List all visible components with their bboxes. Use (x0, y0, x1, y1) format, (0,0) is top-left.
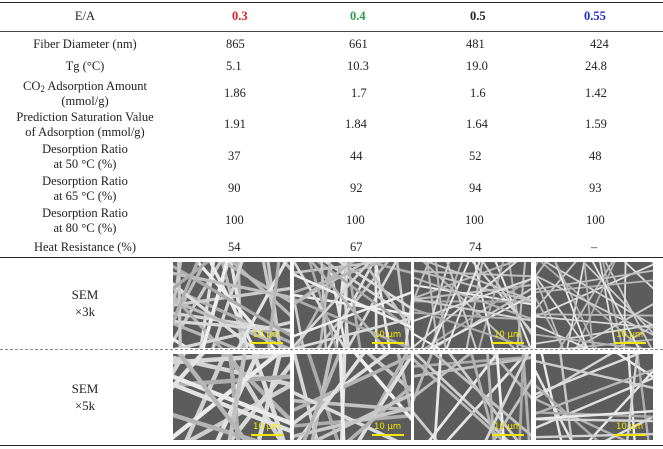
sem-row-divider (0, 349, 663, 350)
header-rule (0, 31, 663, 32)
sem-section-rule (0, 257, 663, 258)
scale-label: 10 μm (253, 422, 281, 432)
sem-magnification: ×3k (74, 304, 96, 319)
row-label: Desorption Ratio (42, 142, 128, 156)
scale-bar (251, 434, 283, 436)
cell: 865 (226, 37, 245, 51)
cell: 74 (469, 240, 482, 254)
row-label-line2: at 80 °C (%) (53, 221, 117, 235)
cell: 481 (466, 37, 485, 51)
scale-label: 10 μm (253, 330, 281, 340)
scale-label: 10 μm (494, 422, 522, 432)
row-label: Desorption Ratio (42, 206, 128, 220)
scale-bar (372, 434, 404, 436)
row-label-line2: (mmol/g) (61, 94, 109, 108)
row-label: Tg (°C) (65, 59, 105, 73)
cell: 67 (350, 240, 363, 254)
cell: 661 (349, 37, 368, 51)
cell: 1.6 (470, 86, 486, 100)
cell: 1.64 (466, 117, 488, 131)
sem-image (414, 262, 531, 348)
header-col-0: 0.3 (232, 9, 248, 23)
row-label-line2: of Adsorption (mmol/g) (25, 125, 145, 139)
cell: 100 (225, 213, 244, 227)
cell: 424 (590, 37, 609, 51)
sem-image (414, 354, 531, 440)
row-label-line2: at 65 °C (%) (53, 189, 117, 203)
cell: 100 (346, 213, 365, 227)
sem-label: SEM (71, 287, 99, 302)
row-label: Desorption Ratio (42, 174, 128, 188)
sem-magnification: ×5k (74, 398, 96, 413)
sem-image (294, 262, 411, 348)
sem-image (173, 354, 290, 440)
sem-image (173, 262, 290, 348)
table-top-rule (0, 2, 663, 3)
cell: – (591, 240, 598, 254)
scale-bar (251, 342, 283, 344)
cell: 1.59 (585, 117, 607, 131)
row-label: $CO_2$ Adsorption Amount (23, 79, 147, 94)
scale-label: 10 μm (494, 330, 522, 340)
cell: 44 (350, 149, 363, 163)
cell: 1.91 (224, 117, 246, 131)
cell: 100 (586, 213, 605, 227)
row-label: Prediction Saturation Value (16, 110, 154, 124)
scale-bar (492, 342, 524, 344)
scale-label: 10 μm (616, 330, 644, 340)
cell: 1.86 (224, 86, 246, 100)
row-label: Fiber Diameter (nm) (33, 37, 137, 51)
cell: 90 (228, 181, 241, 195)
header-col-1: 0.4 (350, 9, 366, 23)
header-col-2: 0.5 (470, 9, 486, 23)
cell: 24.8 (585, 59, 607, 73)
cell: 93 (589, 181, 602, 195)
cell: 92 (350, 181, 363, 195)
cell: 19.0 (466, 59, 488, 73)
header-label: E/A (74, 9, 96, 23)
scale-bar (614, 342, 646, 344)
scale-bar (614, 434, 646, 436)
cell: 10.3 (347, 59, 369, 73)
cell: 94 (469, 181, 482, 195)
scale-label: 10 μm (374, 422, 402, 432)
cell: 37 (228, 149, 241, 163)
row-label-line2: at 50 °C (%) (53, 157, 117, 171)
table-bottom-rule (0, 445, 663, 446)
row-label: Heat Resistance (%) (33, 240, 137, 254)
cell: 5.1 (226, 59, 242, 73)
scale-label: 10 μm (616, 422, 644, 432)
header-col-3: 0.55 (584, 9, 606, 23)
sem-label: SEM (71, 381, 99, 396)
cell: 48 (589, 149, 602, 163)
sem-image (536, 354, 653, 440)
cell: 1.84 (345, 117, 367, 131)
cell: 1.7 (351, 86, 367, 100)
cell: 54 (228, 240, 241, 254)
sem-image (536, 262, 653, 348)
cell: 52 (469, 149, 482, 163)
scale-bar (492, 434, 524, 436)
scale-label: 10 μm (374, 330, 402, 340)
cell: 100 (465, 213, 484, 227)
sem-image (294, 354, 411, 440)
scale-bar (372, 342, 404, 344)
cell: 1.42 (585, 86, 607, 100)
